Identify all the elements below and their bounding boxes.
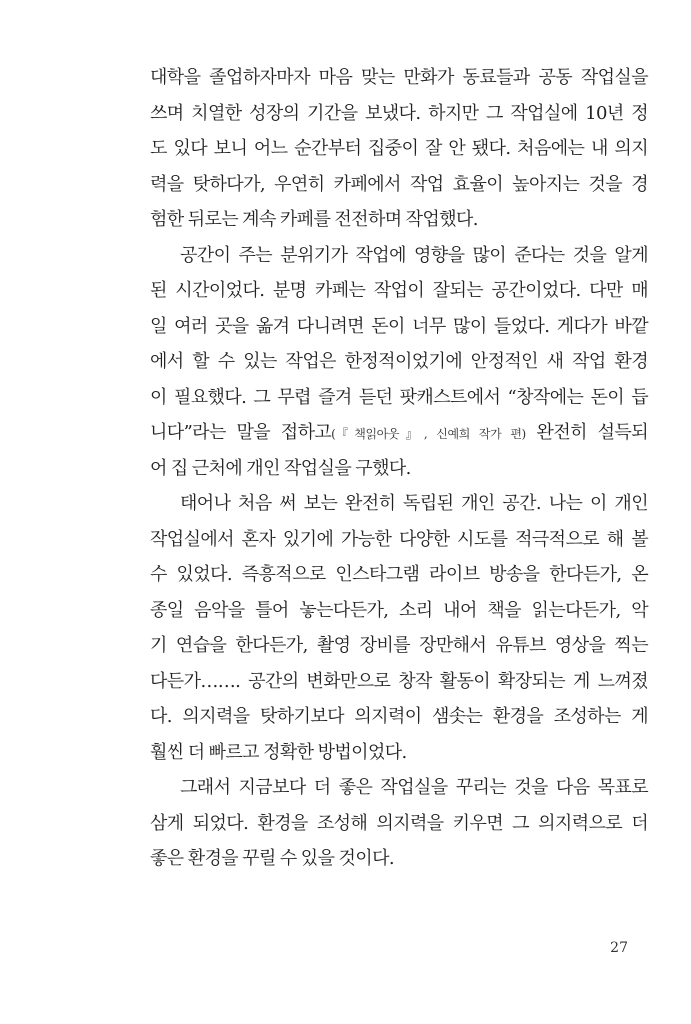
text-line: 기 연습을 한다든가, 촬영 장비를 장만해서 유튜브 영상을 찍는 — [150, 635, 648, 656]
text-line: 다. 의지력을 탓하기보다 의지력이 샘솟는 환경을 조성하는 게 — [150, 706, 648, 727]
text-line: 어 집 근처에 개인 작업실을 구했다. — [150, 457, 411, 479]
text-line: 일 여러 곳을 옮겨 다니려면 돈이 너무 많이 들었다. 게다가 바깥 — [150, 315, 648, 337]
text-line: 종일 음악을 틀어 놓는다든가, 소리 내어 책을 읽는다든가, 악 — [150, 599, 648, 621]
text-line: 그래서 지금보다 더 좋은 작업실을 꾸리는 것을 다음 목표로 — [180, 777, 648, 798]
text-line: 이 필요했다. 그 무렵 즐겨 듣던 팟캐스트에서 “창작에는 돈이 듭 — [150, 386, 648, 408]
text-line: 다든가……. 공간의 변화만으로 창작 활동이 확장되는 게 느껴졌 — [150, 670, 648, 692]
page-number: 27 — [610, 940, 628, 956]
paragraph-3 — [150, 486, 648, 770]
text-line: 험한 뒤로는 계속 카페를 전전하며 작업했다. — [150, 209, 478, 230]
text-segment: 니다”라는 말을 접하고 — [150, 422, 332, 443]
paragraph-2 — [150, 238, 648, 487]
text-line: 작업실에서 혼자 있기에 가능한 다양한 시도를 적극적으로 해 볼 — [150, 528, 648, 550]
body-text — [150, 60, 648, 877]
paragraph-1 — [150, 60, 648, 238]
text-line: 수 있었다. 즉흥적으로 인스타그램 라이브 방송을 한다든가, 온 — [150, 564, 648, 585]
text-line: 좋은 환경을 꾸릴 수 있을 것이다. — [150, 848, 394, 869]
text-line: 공간이 주는 분위기가 작업에 영향을 많이 준다는 것을 알게 — [180, 244, 648, 266]
paragraph-4 — [150, 770, 648, 877]
text-line: 력을 탓하다가, 우연히 카페에서 작업 효율이 높아지는 것을 경 — [150, 173, 648, 195]
text-line: 된 시간이었다. 분명 카페는 작업이 잘되는 공간이었다. 다만 매 — [150, 280, 648, 301]
text-line: 도 있다 보니 어느 순간부터 집중이 잘 안 됐다. 처음에는 내 의지 — [150, 138, 648, 159]
text-line: 훨씬 더 빠르고 정확한 방법이었다. — [150, 741, 407, 763]
text-line — [150, 415, 648, 451]
text-line: 태어나 처음 써 보는 완전히 독립된 개인 공간. 나는 이 개인 — [180, 493, 648, 514]
text-line: 에서 할 수 있는 작업은 한정적이었기에 안정적인 새 작업 환경 — [150, 351, 648, 372]
text-line: 삼게 되었다. 환경을 조성해 의지력을 키우면 그 의지력으로 더 — [150, 812, 648, 834]
text-line: 쓰며 치열한 성장의 기간을 보냈다. 하지만 그 작업실에 10년 정 — [150, 102, 648, 124]
text-line: 대학을 졸업하자마자 마음 맞는 만화가 동료들과 공동 작업실을 — [150, 67, 648, 88]
text-segment: 완전히 설득되 — [525, 422, 649, 443]
source-citation: (『책읽아웃』, 신예희 작가 편) — [331, 427, 526, 441]
